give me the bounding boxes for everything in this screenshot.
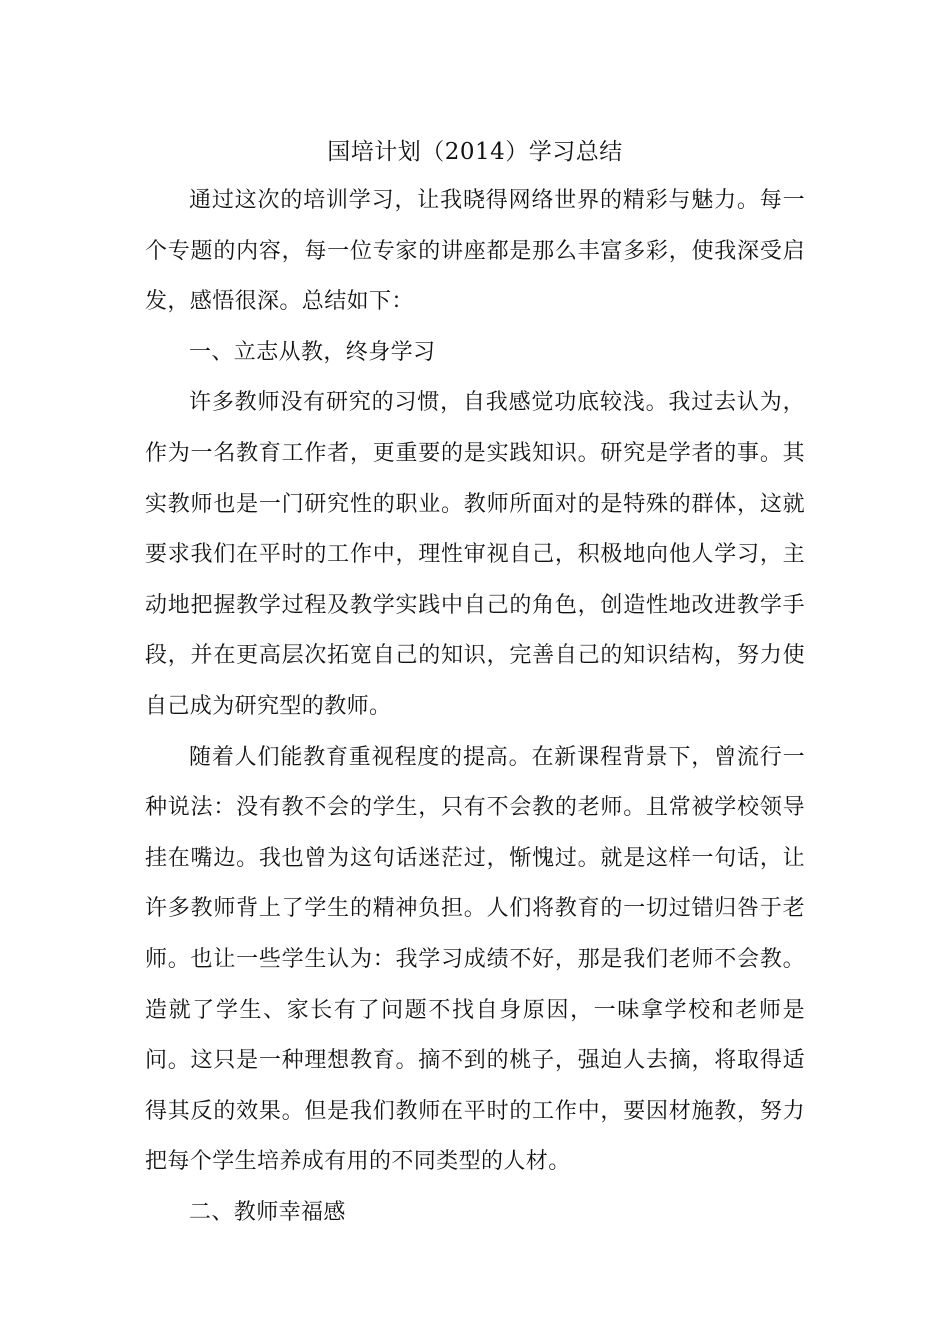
body-paragraph: 许多教师没有研究的习惯，自我感觉功底较浅。我过去认为，作为一名教育工作者，更重要的是实践知识。研究是学者的事。其实教师也是一门研究性的职业。教师所面对的是特殊的群体，这就要求我们在平时的工作中，理性审视自己，积极地向他人学习，主动地把握教学过程及教学实践中自己的角色，创造性地改进教学手段，并在更高层次拓宽自己的知识，完善自己的知识结构，努力使自己成为研究型的教师。 — [145, 390, 805, 719]
body-paragraph: 随着人们能教育重视程度的提高。在新课程背景下，曾流行一种说法：没有教不会的学生，只有不会教的老师。且常被学校领导挂在嘴边。我也曾为这句话迷茫过，惭愧过。就是这样一句话，让许多教师背上了学生的精神负担。人们将教育的一切过错归咎于老师。也让一些学生认为：我学习成绩不好，那是我们老师不会教。造就了学生、家长有了问题不找自身原因，一味拿学校和老师是问。这只是一种理想教育。摘不到的桃子，强迫人去摘，将取得适得其反的效果。但是我们教师在平时的工作中，要因材施教，努力把每个学生培养成有用的不同类型的人材。 — [145, 744, 805, 1175]
section-heading-1: 一、立志从教，终身学习 — [189, 339, 436, 365]
intro-paragraph: 通过这次的培训学习，让我晓得网络世界的精彩与魅力。每一个专题的内容，每一位专家的讲座都是那么丰富多彩，使我深受启发，感悟很深。总结如下： — [145, 188, 805, 315]
document-body — [145, 176, 805, 1238]
document-title: 国培计划（2014）学习总结 — [327, 139, 623, 165]
section-heading-2: 二、教师幸福感 — [189, 1199, 346, 1225]
